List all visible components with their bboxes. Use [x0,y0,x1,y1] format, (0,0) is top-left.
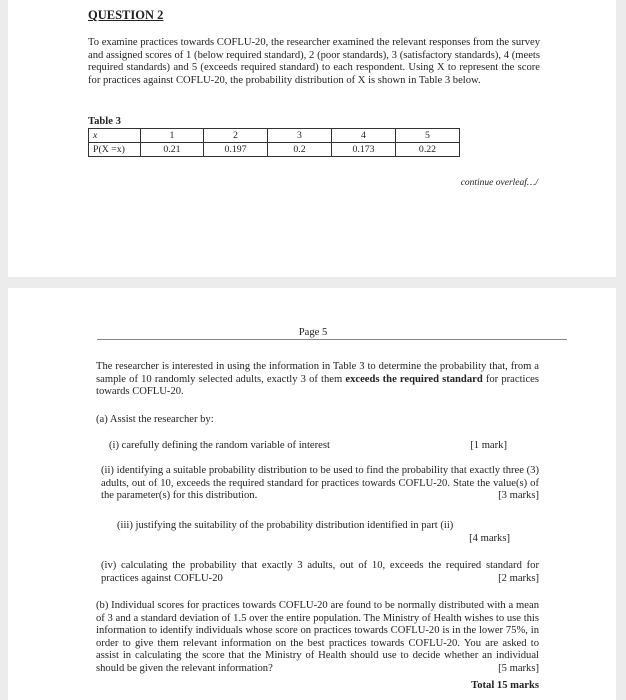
table-cell: 4 [332,129,396,143]
page-two-intro [96,361,539,399]
part-a-ii-marks: [3 marks] [498,490,539,502]
table-cell: 1 [141,129,204,143]
page-number: Page 5 [298,327,328,338]
part-a-i-text: (i) carefully defining the random variable of interest [109,440,330,451]
table-header-p: P(X =x) [89,143,141,157]
table-cell: 0.21 [141,143,204,157]
table-header-x: x [89,129,141,143]
divider [97,339,567,340]
part-a-iv [101,560,539,585]
part-a-iii-marks: [4 marks] [469,533,510,544]
part-a-i-marks: [1 mark] [470,440,507,451]
part-b-text: (b) Individual scores for practices towards COFLU-20 are found to be normally distributed with a mean of 3 and a standard deviation of 1.5 over the entire population. The Ministry of Health wishes to use this information to identify individuals whose score on practices towards COFLU-20 is in the lower 75%, in order to give them relevant information on the best practices towards COFLU-20. You are asked to assist in calculating the score that the Ministry of Health should use to decide whether an individual should be given the relevant information? [96,600,539,674]
table-cell: 0.22 [396,143,460,157]
part-b [96,600,539,676]
part-a-iv-text: (iv) calculating the probability that exactly 3 adults, out of 10, exceeds the required standard for practices against COFLU-20 [101,560,539,584]
total-marks: Total 15 marks [471,680,539,691]
part-b-marks: [5 marks] [498,662,539,674]
table-caption: Table 3 [88,116,121,127]
part-a-iv-marks: [2 marks] [498,572,539,584]
table-row-p [89,143,460,157]
part-a-ii-text: (ii) identifying a suitable probability distribution to be used to find the probability that exactly three (3) adults, out of 10, exceeds the required standard for practices towards COFLU-20. State the value(s) of the parameter(s) for this distribution. [101,465,539,502]
table-cell: 2 [204,129,268,143]
probability-table [88,128,460,157]
table-row-x [89,129,460,143]
table-cell: 0.2 [268,143,332,157]
question-title: QUESTION 2 [88,8,164,22]
table-cell: 3 [268,129,332,143]
table-cell: 0.197 [204,143,268,157]
part-a-iii-text: (iii) justifying the suitability of the probability distribution identified in part (ii) [117,520,454,531]
intro-end: for practices towards COFLU-20. [96,373,539,398]
table-cell: 5 [396,129,460,143]
part-a-ii [101,465,539,503]
question-intro: To examine practices towards COFLU-20, the researcher examined the relevant responses from the survey and assigned scores of 1 (below required standard), 2 (poor standards), 3 (satisfactory standards), 4 (meets required standards) and 5 (exceeds required standard) to each respondent. Using X to represent the score for practices against COFLU-20, the probability distribution of X is shown in Table 3 below. [88,37,540,86]
intro-emphasis: exceeds the required standard [345,373,483,385]
intro-text: The researcher is interested in using the information in Table 3 to determine the probability that, from a sample of 10 randomly selected adults, exactly 3 of them [96,361,539,385]
part-a-heading: (a) Assist the researcher by: [96,414,214,425]
table-cell: 0.173 [332,143,396,157]
part-a-i [109,440,507,453]
continue-note: continue overleaf…/ [460,178,538,188]
